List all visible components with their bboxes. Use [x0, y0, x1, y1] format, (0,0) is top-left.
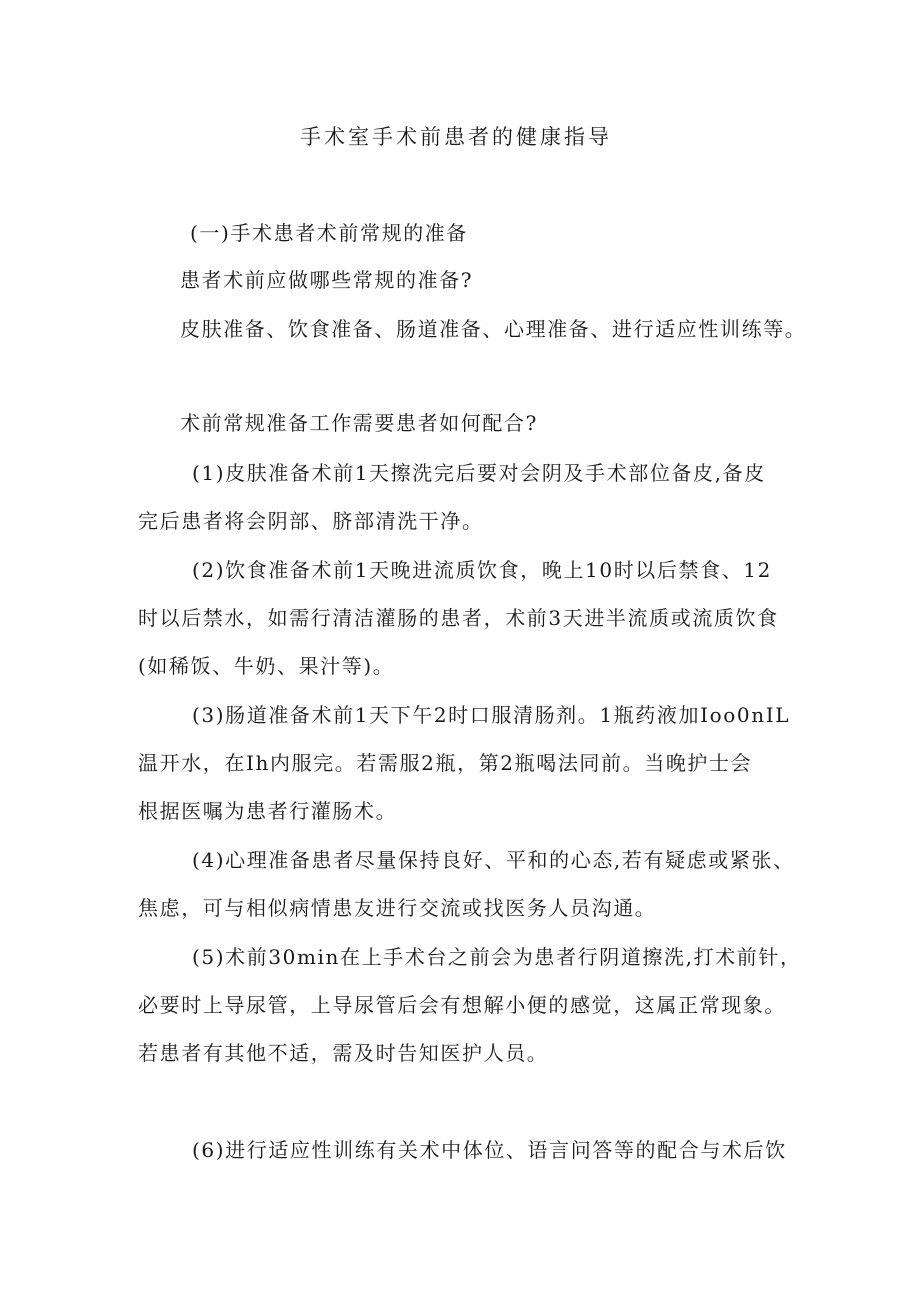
paragraph-line: 时以后禁水，如需行清洁灌肠的患者，术前3天进半流质或流质饮食	[138, 606, 779, 630]
paragraph-line: (如稀饭、牛奶、果汁等)。	[138, 654, 395, 678]
paragraph-line: 必要时上导尿管，上导尿管后会有想解小便的感觉，这属正常现象。	[138, 993, 786, 1017]
paragraph-line: (6)进行适应性训练有关术中体位、语言问答等的配合与术后饮	[192, 1138, 787, 1162]
paragraph-line: (1)皮肤准备术前1天擦洗完后要对会阴及手术部位备皮,备皮	[192, 461, 766, 485]
paragraph-line: (2)饮食准备术前1天晚进流质饮食，晚上10时以后禁食、12	[192, 558, 772, 582]
paragraph-line: 根据医嘱为患者行灌肠术。	[138, 799, 398, 823]
paragraph-line: (4)心理准备患者尽量保持良好、平和的心态,若有疑虑或紧张、	[192, 848, 795, 872]
question-line: 术前常规准备工作需要患者如何配合?	[180, 411, 538, 435]
paragraph-line: (3)肠道准备术前1天下午2时口服清肠剂。1瓶药液加Ioo0nIL	[192, 703, 791, 727]
paragraph-line: 焦虑，可与相似病情患友进行交流或找医务人员沟通。	[138, 896, 657, 920]
paragraph-line: 若患者有其他不适，需及时告知医护人员。	[138, 1041, 549, 1065]
paragraph-line: (5)术前30min在上手术台之前会为患者行阴道擦洗,打术前针，	[192, 945, 802, 969]
answer-line: 皮肤准备、饮食准备、肠道准备、心理准备、进行适应性训练等。	[180, 317, 807, 341]
document-title: 手术室手术前患者的健康指导	[300, 125, 612, 149]
paragraph-line: 温开水，在Ih内服完。若需服2瓶，第2瓶喝法同前。当晚护士会	[138, 751, 753, 775]
section-heading: (一)手术患者术前常规的准备	[190, 221, 469, 245]
paragraph-line: 完后患者将会阴部、脐部清洗干净。	[138, 509, 484, 533]
question-line: 患者术前应做哪些常规的准备?	[180, 268, 474, 292]
